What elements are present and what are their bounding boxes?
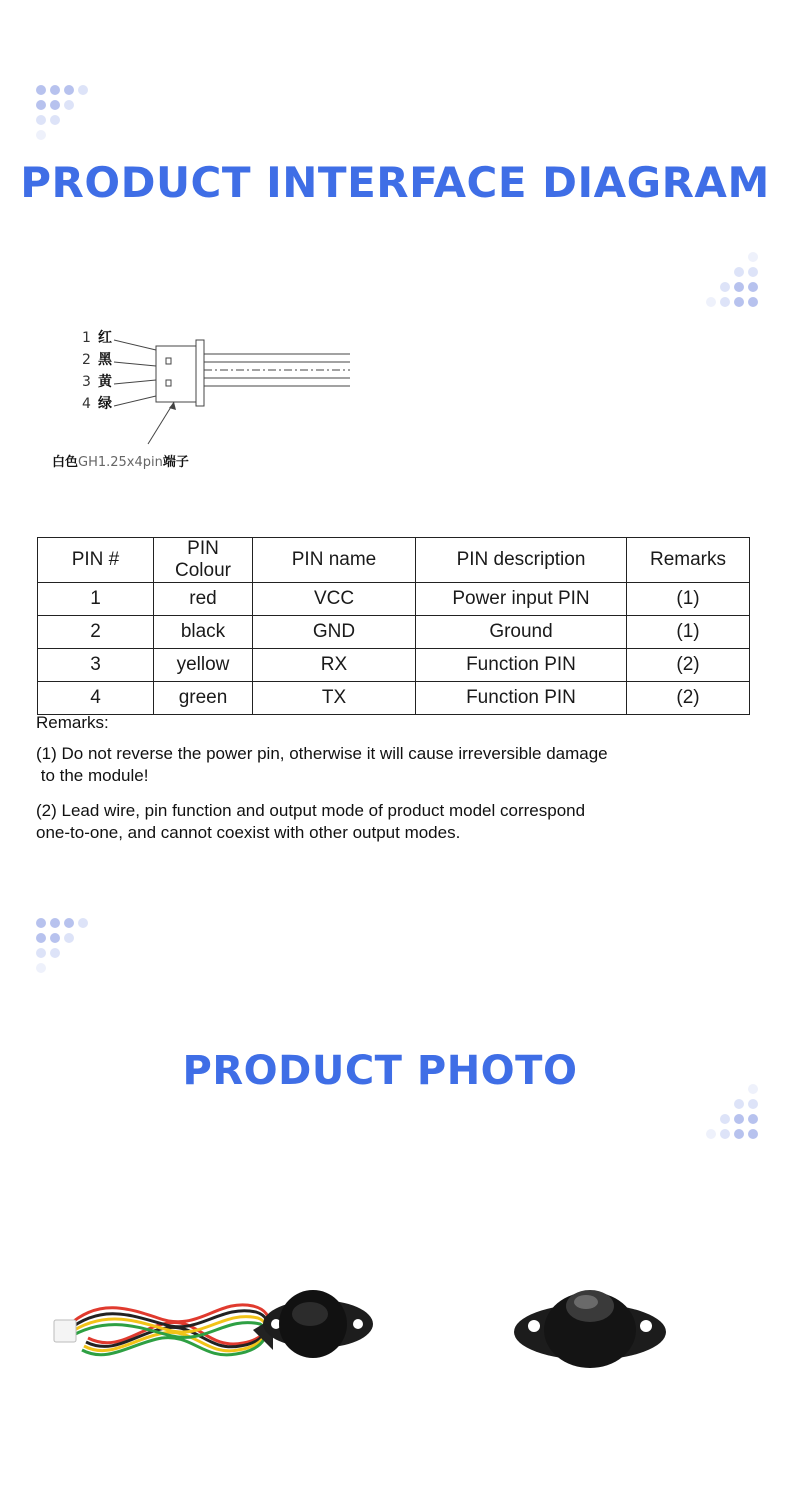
pin-number-4: 4 [82, 396, 91, 412]
table-cell: 3 [38, 649, 154, 682]
dots-decoration-right-1 [700, 252, 758, 312]
pin-label-2: 黑 [98, 352, 112, 368]
remarks-heading: Remarks: [36, 713, 109, 732]
table-cell: (1) [627, 583, 750, 616]
dots-decoration-top-left [36, 85, 88, 145]
remark-note-2 [36, 800, 736, 844]
table-cell: (2) [627, 649, 750, 682]
table-cell: yellow [154, 649, 253, 682]
table-cell: red [154, 583, 253, 616]
table-cell: TX [253, 682, 416, 715]
table-cell: Power input PIN [416, 583, 627, 616]
table-header-cell: PIN Colour [154, 538, 253, 583]
connector-label-prefix: 白色 [52, 455, 79, 470]
table-row [38, 649, 750, 682]
table-header-cell: PIN description [416, 538, 627, 583]
dots-decoration-top-left-2 [36, 918, 88, 978]
connector-diagram [50, 318, 370, 478]
table-cell: 1 [38, 583, 154, 616]
pin-table [37, 537, 750, 715]
remark-note-1 [36, 743, 736, 787]
pin-label-1: 红 [98, 330, 112, 346]
table-cell: GND [253, 616, 416, 649]
remark-note-2-line-2: one-to-one, and cannot coexist with other output modes. [36, 823, 461, 842]
table-cell: VCC [253, 583, 416, 616]
remark-note-1-line-2: to the module! [36, 766, 149, 785]
product-photo-sensor [512, 1280, 672, 1385]
table-cell: (1) [627, 616, 750, 649]
pin-label-3: 黄 [98, 374, 112, 390]
table-cell: black [154, 616, 253, 649]
table-row [38, 682, 750, 715]
table-cell: 2 [38, 616, 154, 649]
table-header-cell: Remarks [627, 538, 750, 583]
table-cell: green [154, 682, 253, 715]
table-cell: Ground [416, 616, 627, 649]
table-header-cell: PIN name [253, 538, 416, 583]
product-photo-with-cable [48, 1278, 378, 1383]
table-row [38, 616, 750, 649]
section-title-interface: PRODUCT INTERFACE DIAGRAM [20, 158, 770, 207]
pin-number-3: 3 [82, 374, 91, 390]
pin-label-4: 绿 [98, 396, 112, 412]
table-cell: Function PIN [416, 649, 627, 682]
connector-label [52, 454, 189, 470]
table-cell: RX [253, 649, 416, 682]
remark-note-1-line-1: (1) Do not reverse the power pin, otherwise it will cause irreversible damage [36, 744, 608, 763]
remark-note-2-line-1: (2) Lead wire, pin function and output mode of product model correspond [36, 801, 586, 820]
dots-decoration-right-2 [700, 1084, 758, 1144]
pin-number-1: 1 [82, 330, 91, 346]
table-cell: (2) [627, 682, 750, 715]
table-cell: 4 [38, 682, 154, 715]
connector-label-suffix: 端子 [162, 455, 189, 470]
table-header-cell: PIN # [38, 538, 154, 583]
table-header-row [38, 538, 750, 583]
table-row [38, 583, 750, 616]
table-cell: Function PIN [416, 682, 627, 715]
connector-label-mid: GH1.25x4pin [78, 455, 163, 470]
pin-number-2: 2 [82, 352, 91, 368]
section-title-photo: PRODUCT PHOTO [182, 1048, 578, 1094]
